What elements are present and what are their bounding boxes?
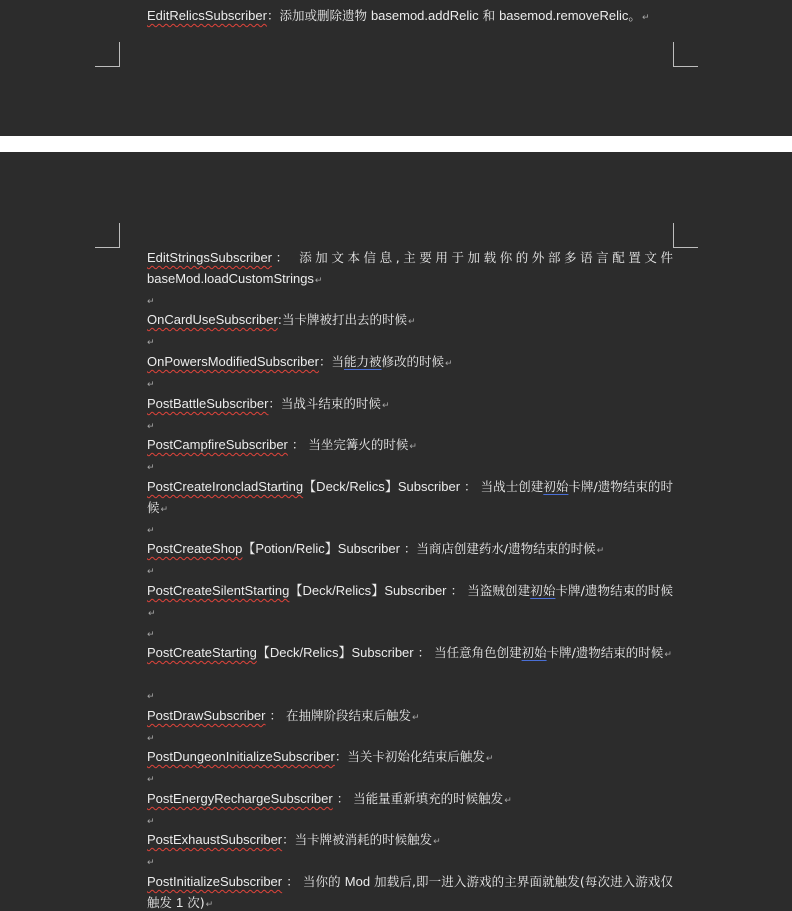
subscriber-name-suffix: 【Potion/Relic】Subscriber: [242, 541, 400, 556]
description-text: 卡牌/遗物结束的时候: [555, 583, 673, 598]
subscriber-name: PostExhaustSubscriber: [147, 832, 283, 847]
separator: ：: [272, 250, 292, 265]
description-text: 次): [183, 894, 205, 910]
separator: ：: [266, 8, 280, 23]
paragraph-mark: ↵: [641, 13, 650, 23]
description-text-flagged: 能力被: [344, 354, 382, 369]
separator: ：: [268, 396, 281, 411]
subscriber-name: PostCreateIroncladStarting: [147, 479, 304, 494]
description-text: 当盗贼创建: [467, 583, 531, 598]
subscriber-name: EditRelicsSubscriber: [147, 8, 267, 23]
paragraph-mark: ↵: [504, 796, 512, 806]
document-page-previous: [0, 0, 792, 136]
empty-paragraph: [147, 331, 673, 354]
separator: ：: [413, 645, 435, 660]
description-text: 当你的: [302, 874, 345, 889]
paragraph-item[interactable]: [147, 747, 673, 770]
description-text: 当坐完篝火的时候: [308, 437, 409, 452]
empty-paragraph: [147, 851, 673, 874]
paragraph-mark: ↵: [147, 734, 155, 744]
separator: ：: [334, 749, 348, 764]
paragraph-item[interactable]: [147, 435, 673, 458]
subscriber-name: PostDungeonInitializeSubscriber: [147, 749, 335, 764]
paragraph-mark: ↵: [433, 837, 441, 847]
description-text: 当战斗结束的时候: [280, 396, 381, 411]
paragraph-mark: ↵: [160, 504, 169, 515]
subscriber-name: PostCreateShop: [147, 541, 243, 556]
description-text: 添加或删除遗物: [279, 8, 371, 23]
paragraph-mark: ↵: [147, 297, 155, 307]
paragraph-mark: ↵: [147, 817, 155, 827]
subscriber-name: PostEnergyRechargeSubscriber: [147, 791, 333, 806]
paragraph-mark: ↵: [409, 442, 417, 452]
paragraph-item[interactable]: [147, 643, 673, 666]
paragraph-item[interactable]: [147, 310, 673, 333]
paragraph-item[interactable]: [147, 394, 673, 417]
description-text: 当任意角色创建: [434, 645, 522, 660]
paragraph-mark: ↵: [408, 317, 416, 327]
paragraph-item[interactable]: [147, 789, 673, 812]
description-text: 修改的时候: [381, 354, 445, 369]
description-text: 卡牌/遗物结束的时候: [147, 479, 673, 515]
paragraph-mark: ↵: [205, 899, 214, 910]
paragraph-mark: ↵: [147, 526, 155, 536]
subscriber-name-suffix: 【Deck/Relics】Subscriber: [289, 583, 447, 598]
description-text: 加载后,即一进入游戏的主界面就触发(每次进入游戏仅触发: [147, 874, 673, 910]
description-text: 当关卡初始化结束后触发: [347, 749, 485, 764]
empty-paragraph: [147, 456, 673, 479]
subscriber-name: PostCreateSilentStarting: [147, 583, 290, 598]
document-page-current: [0, 152, 792, 911]
paragraph-item[interactable]: [147, 872, 673, 911]
paragraph-item[interactable]: [147, 706, 673, 729]
paragraph-item[interactable]: [147, 830, 673, 853]
description-text: 当战士创建: [480, 479, 544, 494]
separator: ：: [265, 708, 286, 723]
subscriber-name: OnCardUseSubscriber: [147, 312, 278, 327]
page-margin-corner-top-right: [673, 223, 698, 248]
paragraph-mark: ↵: [596, 546, 605, 556]
subscriber-name-suffix: 【Deck/Relics】Subscriber: [256, 645, 414, 660]
separator: ：: [282, 832, 295, 847]
paragraph-mark: ↵: [445, 359, 453, 369]
paragraph-mark: ↵: [147, 338, 155, 348]
separator: ：: [332, 791, 354, 806]
paragraph-mark: ↵: [148, 608, 156, 619]
subscriber-name: PostDrawSubscriber: [147, 708, 266, 723]
subscriber-name: PostBattleSubscriber: [147, 396, 269, 411]
subscriber-name: PostInitializeSubscriber: [147, 874, 283, 889]
paragraph-item[interactable]: [147, 581, 673, 624]
description-text: 当商店创建药水/遗物结束的时候: [416, 541, 596, 556]
code-text: basemod.addRelic: [370, 8, 479, 23]
code-text: basemod.removeRelic: [499, 8, 629, 23]
description-text: 添加文本信息,主要用于加载你的外部多语言配置文件: [291, 250, 673, 265]
description-text-flagged: 初始: [530, 583, 556, 598]
description-text: 当: [331, 354, 344, 369]
paragraph-mark: ↵: [314, 275, 323, 286]
paragraph-edit-strings[interactable]: [147, 248, 673, 291]
subscriber-name: EditStringsSubscriber: [147, 250, 272, 265]
description-text-flagged: 初始: [521, 645, 547, 660]
subscriber-name: PostCampfireSubscriber: [147, 437, 288, 452]
paragraph-mark: ↵: [411, 713, 420, 723]
separator: ：: [318, 354, 332, 369]
separator: ：: [460, 479, 481, 494]
description-text-flagged: 初始: [543, 479, 569, 494]
paragraph-mark: ↵: [147, 775, 155, 785]
paragraph-mark: ↵: [147, 692, 155, 702]
empty-paragraph: [147, 373, 673, 396]
page-margin-corner-bottom-right: [673, 42, 698, 67]
page-margin-corner-bottom-left: [95, 42, 120, 67]
subscriber-name: OnPowersModifiedSubscriber: [147, 354, 319, 369]
separator: ：: [282, 874, 303, 889]
empty-paragraph: [147, 560, 673, 583]
subscriber-name: PostCreateStarting: [147, 645, 257, 660]
empty-paragraph: [147, 768, 673, 791]
description-text: 当卡牌被打出去的时候: [282, 312, 408, 327]
description-text: 当能量重新填充的时候触发: [353, 791, 504, 806]
description-text: 。: [628, 8, 641, 23]
description-text: 1: [175, 894, 184, 910]
separator: ：: [287, 437, 309, 452]
paragraph-edit-relics[interactable]: [147, 6, 673, 29]
paragraph-item[interactable]: [147, 477, 673, 520]
paragraph-mark: ↵: [147, 858, 155, 868]
separator: ：: [399, 541, 417, 556]
separator: ：: [446, 583, 468, 598]
paragraph-mark: ↵: [147, 630, 155, 640]
code-text: baseMod.loadCustomStrings: [147, 270, 314, 286]
empty-paragraph: [147, 685, 673, 708]
page-margin-corner-top-left: [95, 223, 120, 248]
paragraph-mark: ↵: [664, 650, 672, 660]
subscriber-name-suffix: 【Deck/Relics】Subscriber: [303, 479, 461, 494]
description-text: Mod: [344, 874, 371, 889]
paragraph-mark: ↵: [147, 567, 155, 577]
paragraph-item[interactable]: [147, 352, 673, 375]
separator: :: [277, 312, 282, 327]
description-text: 在抽牌阶段结束后触发: [285, 708, 411, 723]
paragraph-item[interactable]: [147, 539, 673, 562]
paragraph-mark: ↵: [147, 380, 155, 390]
description-text: 当卡牌被消耗的时候触发: [294, 832, 433, 847]
description-text: 和: [478, 8, 500, 23]
description-text: 卡牌/遗物结束的时候: [546, 645, 664, 660]
paragraph-mark: ↵: [381, 401, 390, 411]
paragraph-mark: ↵: [147, 422, 155, 432]
paragraph-mark: ↵: [147, 463, 155, 473]
paragraph-mark: ↵: [485, 754, 494, 764]
